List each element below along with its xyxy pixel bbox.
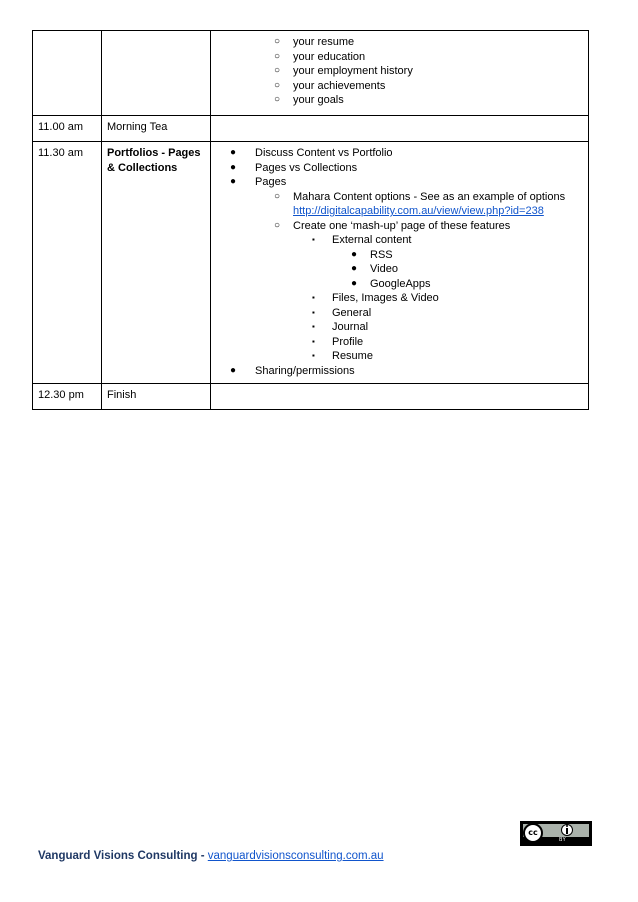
list-item (216, 320, 583, 335)
list-item (216, 146, 583, 161)
session-cell (102, 31, 211, 116)
list-item (216, 35, 583, 50)
table-row (33, 116, 589, 142)
time-cell: 12.30 pm (33, 384, 102, 410)
bullet-icon: ○ (274, 50, 281, 62)
detail-list (216, 35, 583, 108)
bullet-icon: ▪ (312, 307, 315, 317)
list-item (216, 277, 583, 292)
footer-brand: Vanguard Visions Consulting (38, 850, 198, 862)
list-item (216, 248, 583, 263)
item-text: Discuss Content vs Portfolio (255, 147, 393, 159)
agenda-table (32, 30, 589, 410)
details-cell (211, 384, 589, 410)
bullet-icon: ● (230, 364, 237, 376)
item-text: Resume (332, 350, 373, 362)
bullet-icon: ● (230, 176, 237, 187)
bullet-icon: ○ (274, 94, 281, 105)
list-item (216, 219, 583, 234)
bullet-icon: ▪ (312, 293, 315, 302)
bullet-icon: ● (351, 277, 358, 289)
details-cell (211, 142, 589, 384)
bullet-icon: ▪ (312, 235, 315, 244)
session-cell: Morning Tea (102, 116, 211, 142)
bullet-icon: ○ (274, 219, 281, 231)
list-item (216, 364, 583, 379)
by-label: BY (559, 837, 567, 843)
session-cell: Portfolios - Pages & Collections (102, 142, 211, 384)
item-text: Journal (332, 321, 369, 333)
bullet-icon: ▪ (312, 336, 315, 346)
list-item (216, 233, 583, 248)
item-text: Pages vs Collections (255, 161, 358, 174)
detail-list (216, 146, 583, 378)
item-text: your goals (293, 94, 344, 106)
bullet-icon: ● (230, 161, 237, 173)
item-text: your employment history (293, 65, 413, 77)
item-text: Files, Images & Video (332, 292, 439, 304)
cc-by-license-badge (520, 821, 592, 846)
list-item (216, 161, 583, 176)
item-text: RSS (370, 248, 393, 261)
list-item (216, 93, 583, 108)
item-text: External content (332, 234, 412, 246)
bullet-icon: ● (230, 147, 237, 158)
details-cell (211, 31, 589, 116)
bullet-icon: ● (351, 248, 358, 260)
session-cell: Finish (102, 384, 211, 410)
bullet-icon: ▪ (312, 322, 315, 331)
item-text: Mahara Content options - See as an example of options (293, 190, 566, 203)
list-item (216, 306, 583, 321)
item-link[interactable]: http://digitalcapability.com.au/view/view.php?id=238 (293, 205, 544, 217)
cc-icon: cc (523, 823, 543, 843)
table-row (33, 31, 589, 116)
list-item (216, 79, 583, 94)
list-item (216, 175, 583, 190)
item-text: Profile (332, 335, 364, 348)
list-item (216, 64, 583, 79)
time-cell: 11.30 am (33, 142, 102, 384)
list-item[interactable] (216, 204, 583, 219)
item-text: Sharing/permissions (255, 364, 355, 377)
item-text: GoogleApps (370, 277, 431, 290)
footer-separator: - (197, 850, 208, 862)
item-text: Create one ‘mash-up’ page of these features (293, 219, 511, 232)
page-footer (38, 850, 384, 862)
item-text: Video (370, 263, 398, 275)
bullet-icon: ○ (274, 36, 281, 47)
list-item (216, 349, 583, 364)
bullet-icon: ● (351, 263, 358, 274)
list-item (216, 190, 583, 205)
bullet-icon: ○ (274, 65, 281, 76)
list-item (216, 50, 583, 65)
item-text: your resume (293, 36, 355, 48)
time-cell: 11.00 am (33, 116, 102, 142)
time-cell (33, 31, 102, 116)
item-text: your achievements (293, 79, 386, 92)
list-item (216, 262, 583, 277)
table-row (33, 384, 589, 410)
table-row (33, 142, 589, 384)
item-text: Pages (255, 176, 287, 188)
details-cell (211, 116, 589, 142)
bullet-icon: ○ (274, 79, 281, 91)
item-text: your education (293, 50, 366, 63)
footer-website-link[interactable]: vanguardvisionsconsulting.com.au (207, 850, 384, 862)
attribution-person-icon (561, 824, 573, 836)
bullet-icon: ▪ (312, 351, 315, 360)
bullet-icon: ○ (274, 190, 281, 202)
list-item (216, 291, 583, 306)
item-text: General (332, 306, 372, 319)
list-item (216, 335, 583, 350)
